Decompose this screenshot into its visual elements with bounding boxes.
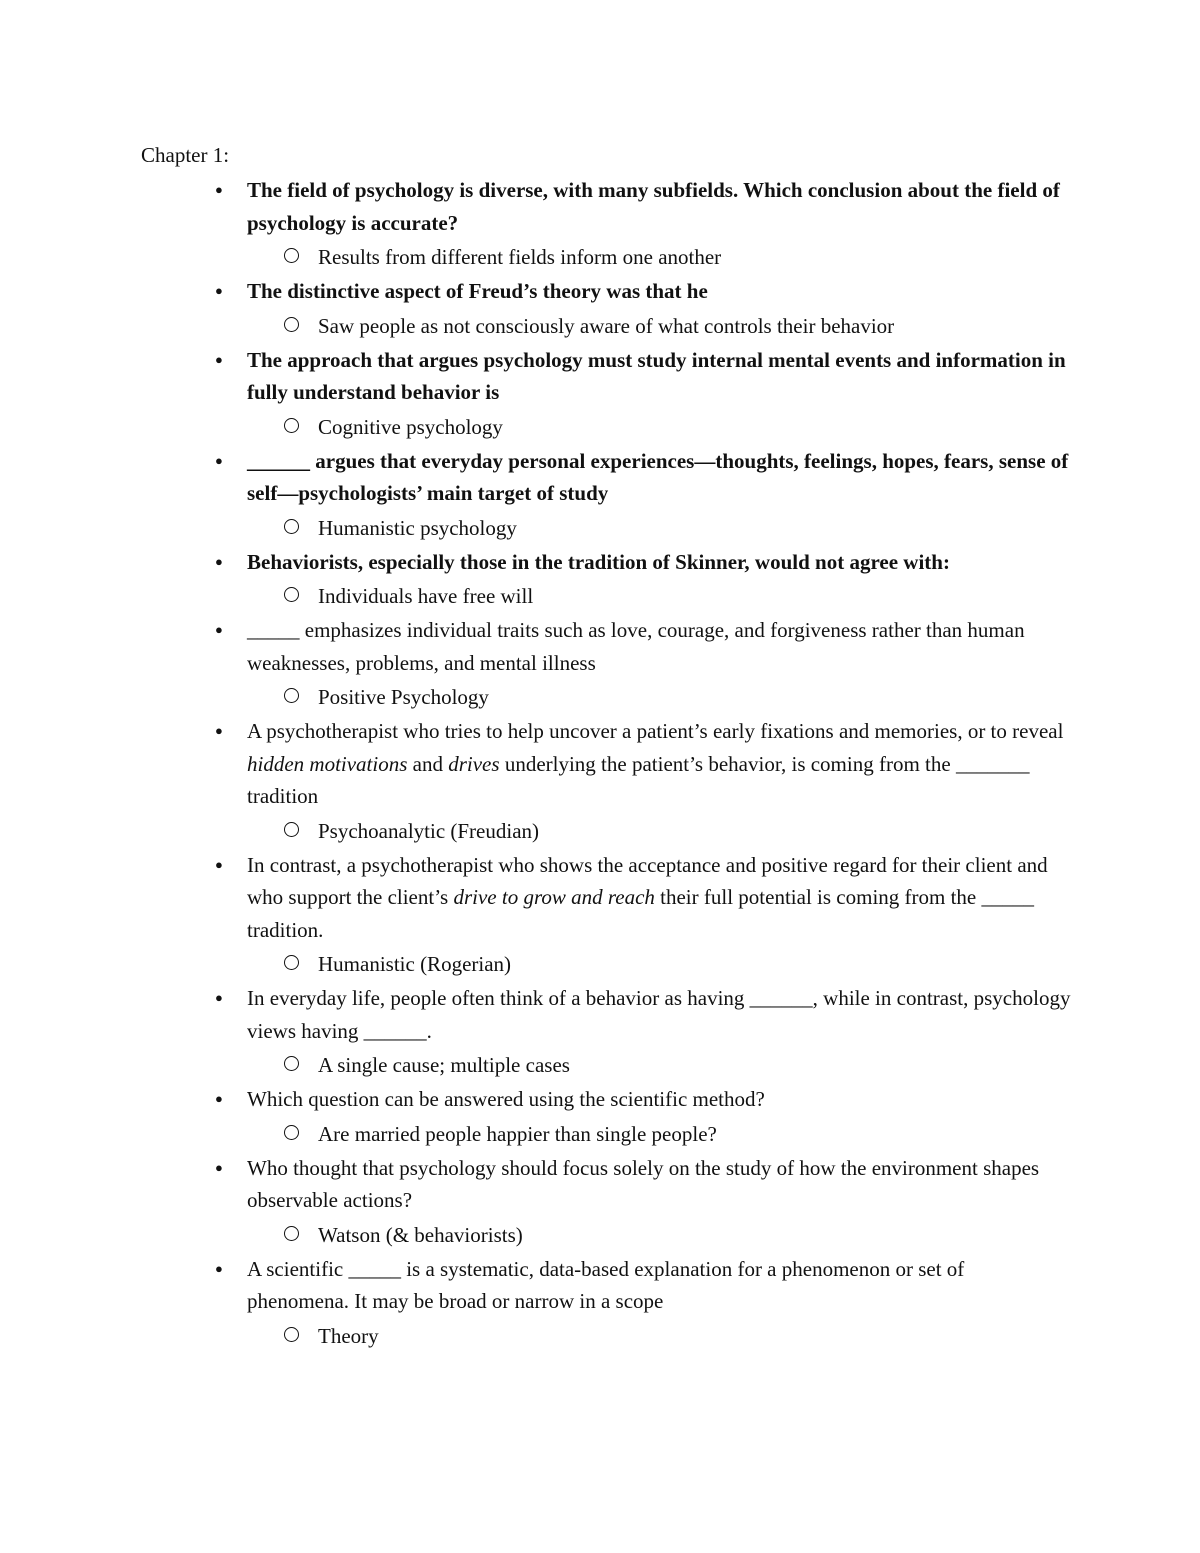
answer-item xyxy=(141,679,1071,715)
question-text-emphasis: drive to grow and reach xyxy=(453,885,655,909)
hollow-circle-icon xyxy=(284,955,299,970)
hollow-circle-icon xyxy=(284,248,299,263)
bullet-icon: ● xyxy=(215,1260,223,1276)
hollow-circle-icon xyxy=(284,1056,299,1071)
question-text: The field of psychology is diverse, with many subfields. Which conclusion about the field of psychology is accurate? xyxy=(247,178,1060,235)
bullet-icon: ● xyxy=(215,1159,223,1175)
answer-item xyxy=(141,1047,1071,1083)
question-text-part: In contrast, a psychotherapist who shows the acceptance and positive regard for their client and who support the client’s xyxy=(247,852,1048,909)
answer-item xyxy=(141,946,1071,982)
answer-item xyxy=(141,1318,1071,1354)
bullet-icon: ● xyxy=(215,1091,223,1106)
answer-text: Humanistic psychology xyxy=(318,515,517,540)
question-item xyxy=(141,546,1071,579)
question-text xyxy=(247,853,1048,942)
answer-text: A single cause; multiple cases xyxy=(318,1053,570,1077)
bullet-icon: ● xyxy=(215,856,223,872)
question-text-part: A psychotherapist who tries to help uncover a patient’s early fixations and memories, or to reveal xyxy=(247,719,1064,743)
bullet-icon: ● xyxy=(215,452,223,468)
question-item xyxy=(141,715,1071,813)
answer-text: Cognitive psychology xyxy=(318,414,503,439)
hollow-circle-icon xyxy=(284,1125,299,1140)
question-text: Behaviorists, especially those in the tradition of Skinner, would not agree with: xyxy=(247,549,950,574)
question-list xyxy=(141,174,1071,1354)
question-text: A scientific _____ is a systematic, data-based explanation for a phenomenon or set of phenomena. It may be broad or narrow in a scope xyxy=(247,1256,965,1313)
hollow-circle-icon xyxy=(284,1226,299,1241)
answer-item xyxy=(141,1116,1071,1152)
bullet-icon: ● xyxy=(215,990,223,1005)
answer-item xyxy=(141,578,1071,614)
bullet-icon: ● xyxy=(215,283,223,298)
question-text-emphasis: hidden motivations xyxy=(247,751,408,776)
question-text-part: and xyxy=(407,751,449,776)
question-item xyxy=(141,174,1071,239)
bullet-icon: ● xyxy=(215,553,223,569)
answer-text: Saw people as not consciously aware of what controls their behavior xyxy=(318,313,895,338)
hollow-circle-icon xyxy=(284,317,299,332)
question-item xyxy=(141,982,1071,1047)
answer-text: Are married people happier than single people? xyxy=(318,1121,717,1146)
answer-text: Psychoanalytic (Freudian) xyxy=(318,818,540,843)
question-text: Who thought that psychology should focus solely on the study of how the environment shapes observable actions? xyxy=(247,1155,1040,1212)
question-item xyxy=(141,344,1071,409)
answer-item xyxy=(141,239,1071,275)
question-item xyxy=(141,275,1071,308)
question-item xyxy=(141,1152,1071,1217)
question-text: ______ argues that everyday personal experiences—thoughts, feelings, hopes, fears, sense of self—psychologists’ main target of study xyxy=(247,448,1069,505)
question-text-emphasis: drives xyxy=(448,751,500,776)
question-item xyxy=(141,614,1071,679)
answer-text: Theory xyxy=(318,1323,379,1348)
hollow-circle-icon xyxy=(284,822,299,837)
question-text-part: their full potential is coming from the _____ tradition. xyxy=(247,885,1035,942)
answer-text: Results from different fields inform one another xyxy=(318,245,722,269)
question-text: In everyday life, people often think of a behavior as having ______, while in contrast, psychology views having ______. xyxy=(247,986,1071,1043)
question-item xyxy=(141,849,1071,947)
hollow-circle-icon xyxy=(284,587,299,602)
hollow-circle-icon xyxy=(284,688,299,703)
question-text xyxy=(247,719,1063,808)
question-text: _____ emphasizes individual traits such as love, courage, and forgiveness rather than human weaknesses, problems, and mental illness xyxy=(247,618,1025,675)
answer-item xyxy=(141,308,1071,344)
question-text-part: underlying the patient’s behavior, is coming from the _______ tradition xyxy=(247,751,1030,808)
question-text: Which question can be answered using the scientific method? xyxy=(247,1087,765,1111)
bullet-icon: ● xyxy=(215,723,223,738)
question-item xyxy=(141,1253,1071,1318)
answer-text: Positive Psychology xyxy=(318,685,489,709)
question-item xyxy=(141,445,1071,510)
hollow-circle-icon xyxy=(284,1327,299,1342)
answer-text: Individuals have free will xyxy=(318,584,534,608)
chapter-heading: Chapter 1: xyxy=(141,143,230,167)
answer-item xyxy=(141,1217,1071,1253)
answer-item xyxy=(141,813,1071,849)
bullet-icon: ● xyxy=(215,182,223,197)
bullet-icon: ● xyxy=(215,622,223,637)
question-text: The distinctive aspect of Freud’s theory was that he xyxy=(247,279,708,303)
answer-text: Watson (& behaviorists) xyxy=(318,1222,523,1247)
answer-item xyxy=(141,409,1071,445)
hollow-circle-icon xyxy=(284,519,299,534)
answer-text: Humanistic (Rogerian) xyxy=(318,952,512,976)
answer-item xyxy=(141,510,1071,546)
bullet-icon: ● xyxy=(215,351,223,367)
question-item xyxy=(141,1083,1071,1116)
question-text: The approach that argues psychology must study internal mental events and information in fully understand behavior is xyxy=(247,347,1066,404)
hollow-circle-icon xyxy=(284,418,299,433)
